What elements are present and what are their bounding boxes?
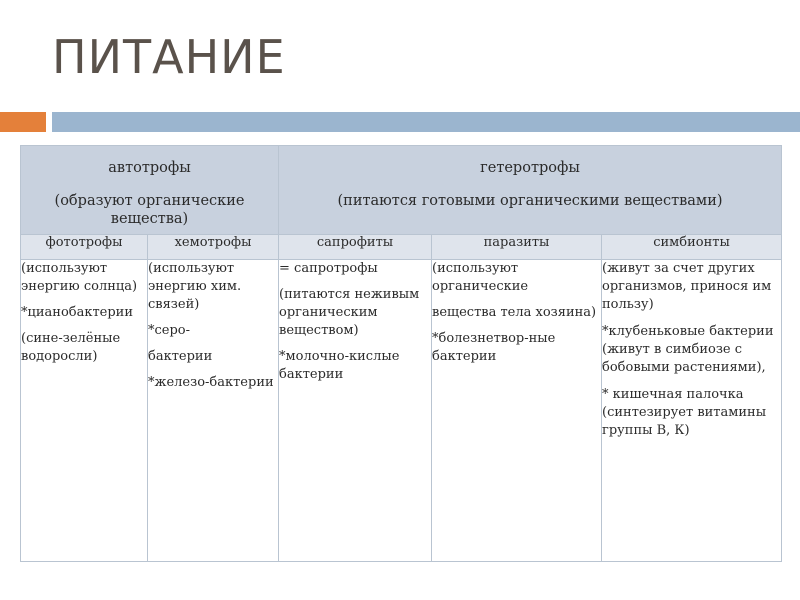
group-title: автотрофы xyxy=(108,160,191,176)
cell-line: (используют энергию хим. связей) xyxy=(148,261,242,312)
subheader-row xyxy=(21,235,782,260)
accent-bar-blue xyxy=(52,112,800,132)
content-row xyxy=(21,260,782,562)
cell-line: бактерии xyxy=(148,349,213,364)
nutrition-table xyxy=(20,145,782,562)
cell-line: = сапротрофы xyxy=(279,261,378,276)
cell-line: (используют органические xyxy=(432,261,529,294)
group-subtitle: (образуют органические вещества) xyxy=(54,193,245,227)
cell-symbionts xyxy=(602,260,782,562)
cell-line: *цианобактерии xyxy=(21,305,134,320)
group-header-autotrophs xyxy=(21,146,279,235)
group-title: гетеротрофы xyxy=(480,160,580,176)
cell-line: *болезнетвор-ные бактерии xyxy=(432,331,556,364)
accent-bar-orange xyxy=(0,112,46,132)
cell-line: *молочно-кислые бактерии xyxy=(279,349,400,382)
subheader-chemotrophs: хемотрофы xyxy=(148,235,279,260)
cell-line: вещества тела хозяина) xyxy=(432,305,597,320)
cell-line: *железо-бактерии xyxy=(148,375,274,390)
cell-line: (питаются неживым органическим веществом) xyxy=(279,287,420,338)
group-subtitle: (питаются готовыми органическими веществами) xyxy=(337,193,723,209)
cell-line: (используют энергию солнца) xyxy=(21,261,138,294)
cell-line: * кишечная палочка (синтезирует витамины группы В, К) xyxy=(602,387,767,438)
subheader-symbionts: симбионты xyxy=(602,235,782,260)
cell-saprophytes xyxy=(279,260,432,562)
cell-line: (сине-зелёные водоросли) xyxy=(21,331,121,364)
cell-chemotrophs xyxy=(148,260,279,562)
cell-line: (живут за счет других организмов, принося им пользу) xyxy=(602,261,772,312)
cell-parasites xyxy=(432,260,602,562)
slide-title: ПИТАНИЕ xyxy=(52,30,286,84)
subheader-phototrophs: фототрофы xyxy=(21,235,148,260)
cell-line: *серо- xyxy=(148,323,191,338)
subheader-saprophytes: сапрофиты xyxy=(279,235,432,260)
group-header-row xyxy=(21,146,782,235)
group-header-heterotrophs xyxy=(279,146,782,235)
cell-line: *клубеньковые бактерии (живут в симбиозе с бобовыми растениями), xyxy=(602,324,774,375)
subheader-parasites: паразиты xyxy=(432,235,602,260)
cell-phototrophs xyxy=(21,260,148,562)
